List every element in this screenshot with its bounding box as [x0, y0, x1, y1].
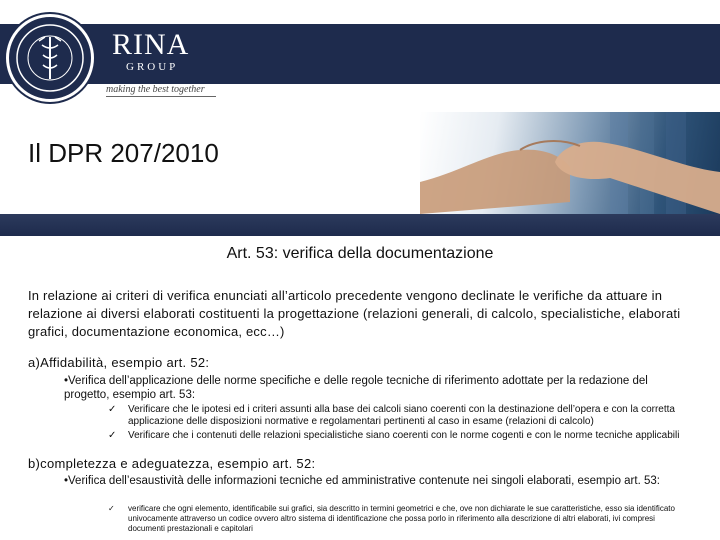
tagline-divider	[106, 96, 216, 97]
check-text: verificare che ogni elemento, identificabile sui grafici, sia descritto in termini geometrici e che, ove non dichiarate le sue caratteristiche, esso sia identificato univocamente attraverso un codice ovvero altro sistema di identificazione che possa porlo in riferimento alla descrizione di altri elaborati, ivi compresi documenti prestazionali e capitolari	[128, 504, 675, 533]
check-text: Verificare che i contenuti delle relazioni specialistiche siano coerenti con le norme cogenti e con le norme tecniche applicabili	[128, 430, 680, 441]
slide-subtitle: Art. 53: verifica della documentazione	[226, 245, 494, 262]
brand-group: GROUP	[126, 61, 179, 73]
brand-name: RINA	[112, 28, 190, 61]
check-text: Verificare che le ipotesi ed i criteri assunti alla base dei calcoli siano coerenti con la destinazione dell’opera e con la corretta applicazione delle disposizioni normative e regolamentari pertinenti al caso in esame (relazioni di calcolo)	[128, 404, 675, 427]
section-b-heading: b)completezza e adeguatezza, esempio art. 52:	[28, 456, 316, 471]
section-b-bullet: •Verifica dell’esaustività delle informazioni tecniche ed amministrative contenute nei singoli elaborati, esempio art. 53:	[64, 475, 660, 487]
check-icon: ✓	[108, 430, 117, 441]
handshake-image	[420, 112, 720, 214]
page-title: Il DPR 207/2010	[28, 138, 219, 168]
rina-seal-logo	[6, 14, 94, 102]
header-band	[0, 24, 720, 84]
header-bottom-band	[0, 214, 720, 236]
intro-paragraph: In relazione ai criteri di verifica enunciati all’articolo precedente vengono declinate le verifiche da attuare in relazione ai diversi elaborati costituenti la progettazione (relazioni generali, di calcolo, specialistiche, elaborati grafici, documentazione economica, ecc…)	[28, 288, 681, 339]
section-a-bullet: •Verifica dell’applicazione delle norme specifiche e delle regole tecniche di riferimento adottate per la redazione del progetto, esempio art. 53:	[64, 375, 648, 401]
brand-wordmark	[112, 30, 189, 74]
section-a-heading: a)Affidabilità, esempio art. 52:	[28, 355, 210, 370]
check-icon: ✓	[108, 404, 117, 415]
check-icon: ✓	[108, 504, 115, 513]
brand-tagline: making the best together	[106, 84, 205, 95]
